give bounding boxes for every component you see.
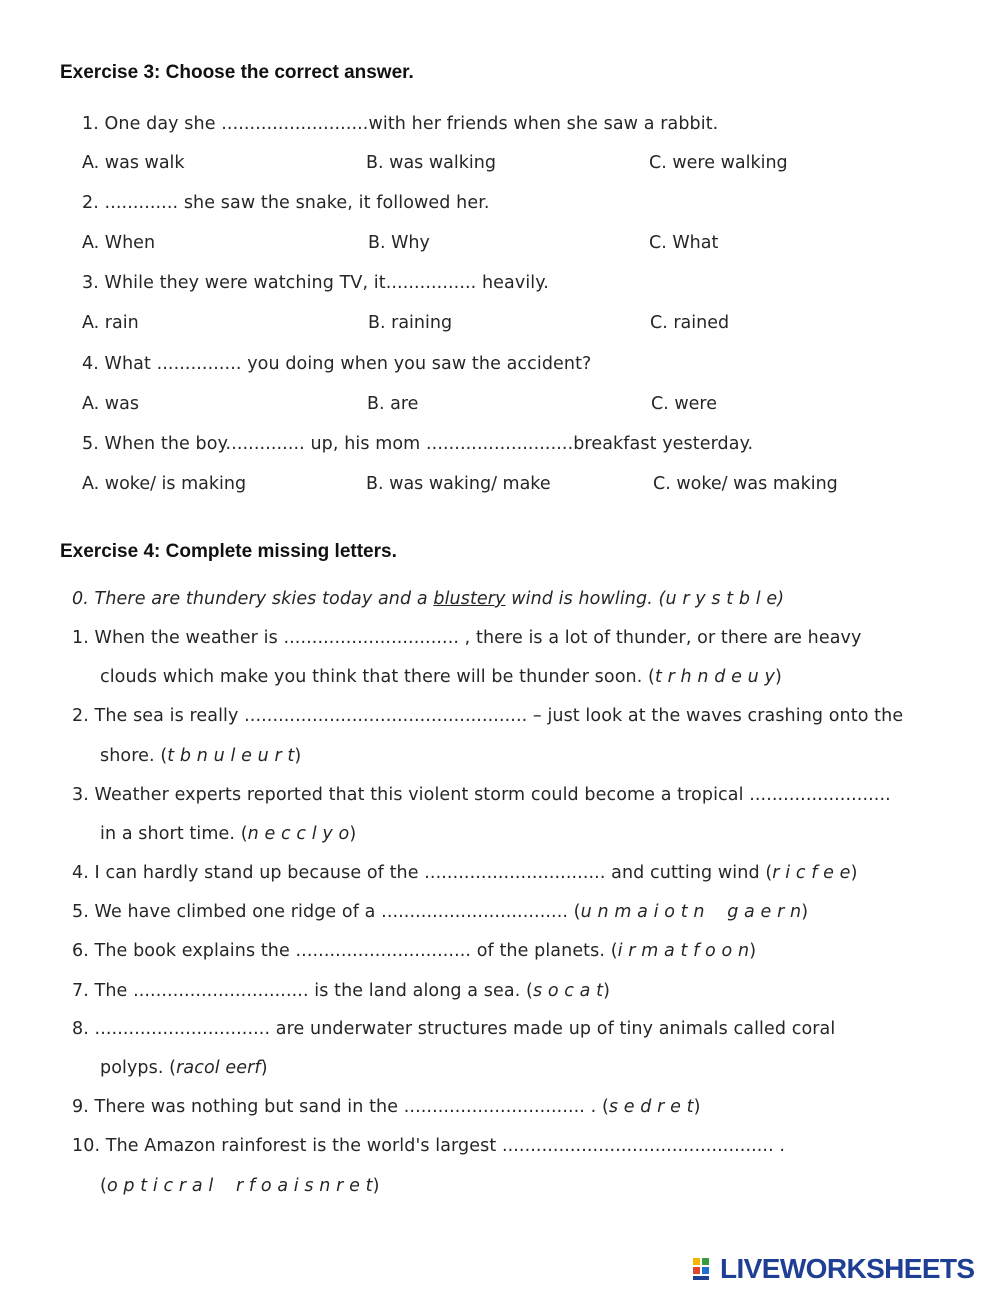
ex4-q4-line [72,863,858,883]
ex4-q7-hint: s o c a t [532,981,604,1001]
ex4-q3-text: in a short time. ( [100,824,248,844]
ex4-q7-line [72,981,610,1001]
ex3-q1-option-b[interactable]: B. was walking [366,153,496,173]
ex4-q10-close: ) [372,1176,380,1196]
ex4-q7-text: 7. The ............................... is the land along a sea. ( [72,981,533,1001]
ex4-q4-text: 4. I can hardly stand up because of the ................................ and cutting wind ( [72,863,773,883]
ex4-q3-close: ) [349,824,357,844]
ex4-q8-line-1: 8. ............................... are underwater structures made up of tiny animals called coral [72,1019,836,1039]
ex4-q8-line-2 [100,1058,268,1078]
ex4-q9-hint: s e d r e t [608,1097,694,1117]
ex4-example-line [72,589,784,609]
ex4-q7-close: ) [603,981,611,1001]
ex4-example-before: 0. There are thundery skies today and a [72,589,434,609]
ex4-q3-line-1: 3. Weather experts reported that this violent storm could become a tropical ......................... [72,785,891,805]
ex3-q5-option-b[interactable]: B. was waking/ make [366,474,551,494]
ex4-q9-text: 9. There was nothing but sand in the ................................ . ( [72,1097,609,1117]
ex4-q5-hint: u n m a i o t n g a e r n [580,902,802,922]
ex4-example-after: wind is howling. (u r y s t b l e) [505,589,785,609]
ex3-q5-option-a[interactable]: A. woke/ is making [82,474,247,494]
ex3-question-2: 2. ............. she saw the snake, it followed her. [82,193,490,213]
ex4-q2-line-1: 2. The sea is really .................................................. – just look at the waves crashing onto the [72,706,904,726]
ex3-q4-option-b[interactable]: B. are [367,394,419,414]
liveworksheets-logo [692,1252,975,1286]
ex4-q2-text: shore. ( [100,746,168,766]
ex3-q2-option-a[interactable]: A. When [82,233,156,253]
ex3-q3-option-a[interactable]: A. rain [82,313,139,333]
ex4-q1-text: clouds which make you think that there will be thunder soon. ( [100,667,655,687]
liveworksheets-logo-text: LIVEWORKSHEETS [720,1253,975,1284]
ex4-q1-line-2 [100,667,782,687]
ex4-q1-line-1: 1. When the weather is ............................... , there is a lot of thunder, or there are heavy [72,628,862,648]
ex3-q3-option-b[interactable]: B. raining [368,313,453,333]
ex4-q10-hint: o p t i c r a l r f o a i s n r e t [106,1176,373,1196]
ex4-q6-line [72,941,756,961]
ex4-q10-line-1: 10. The Amazon rainforest is the world's largest ................................................ . [72,1136,786,1156]
ex4-q8-hint: racol eerf [176,1058,261,1078]
ex4-example-answer: blustery [433,589,506,609]
ex3-q4-option-c[interactable]: C. were [651,394,718,414]
ex4-q10-open: ( [100,1176,107,1196]
ex3-q1-option-a[interactable]: A. was walk [82,153,185,173]
ex4-q1-close: ) [774,667,782,687]
exercise-4-heading: Exercise 4: Complete missing letters. [60,541,397,562]
ex3-q5-option-c[interactable]: C. woke/ was making [653,474,838,494]
ex4-q3-hint: n e c c l y o [247,824,350,844]
ex4-q9-close: ) [693,1097,701,1117]
ex4-q9-line [72,1097,701,1117]
ex4-q4-hint: r i c f e e [772,863,851,883]
ex4-q5-text: 5. We have climbed one ridge of a ................................. ( [72,902,581,922]
ex4-q5-line [72,902,808,922]
ex4-q8-text: polyps. ( [100,1058,177,1078]
ex3-q3-option-c[interactable]: C. rained [650,313,730,333]
ex4-q4-close: ) [850,863,858,883]
ex4-q6-hint: i r m a t f o o n [617,941,750,961]
ex3-question-3: 3. While they were watching TV, it................ heavily. [82,273,549,293]
ex4-q1-hint: t r h n d e u y [654,667,775,687]
liveworksheets-logo-icon [692,1256,718,1282]
ex4-q3-line-2 [100,824,356,844]
ex3-question-4: 4. What ............... you doing when you saw the accident? [82,354,592,374]
ex3-q2-option-b[interactable]: B. Why [368,233,430,253]
ex4-q2-line-2 [100,746,301,766]
ex4-q6-text: 6. The book explains the ............................... of the planets. ( [72,941,618,961]
ex3-q1-option-c[interactable]: C. were walking [649,153,788,173]
ex4-q2-hint: t b n u l e u r t [167,746,295,766]
ex3-question-5: 5. When the boy.............. up, his mom ..........................breakfast yesterday. [82,434,754,454]
ex4-q5-close: ) [801,902,809,922]
ex3-q4-option-a[interactable]: A. was [82,394,139,414]
ex4-q10-line-2 [100,1176,380,1196]
ex4-q2-close: ) [294,746,302,766]
exercise-3-heading: Exercise 3: Choose the correct answer. [60,62,414,83]
ex3-question-1: 1. One day she ..........................with her friends when she saw a rabbit. [82,114,719,134]
ex3-q2-option-c[interactable]: C. What [649,233,719,253]
ex4-q6-close: ) [749,941,757,961]
ex4-q8-close: ) [260,1058,268,1078]
